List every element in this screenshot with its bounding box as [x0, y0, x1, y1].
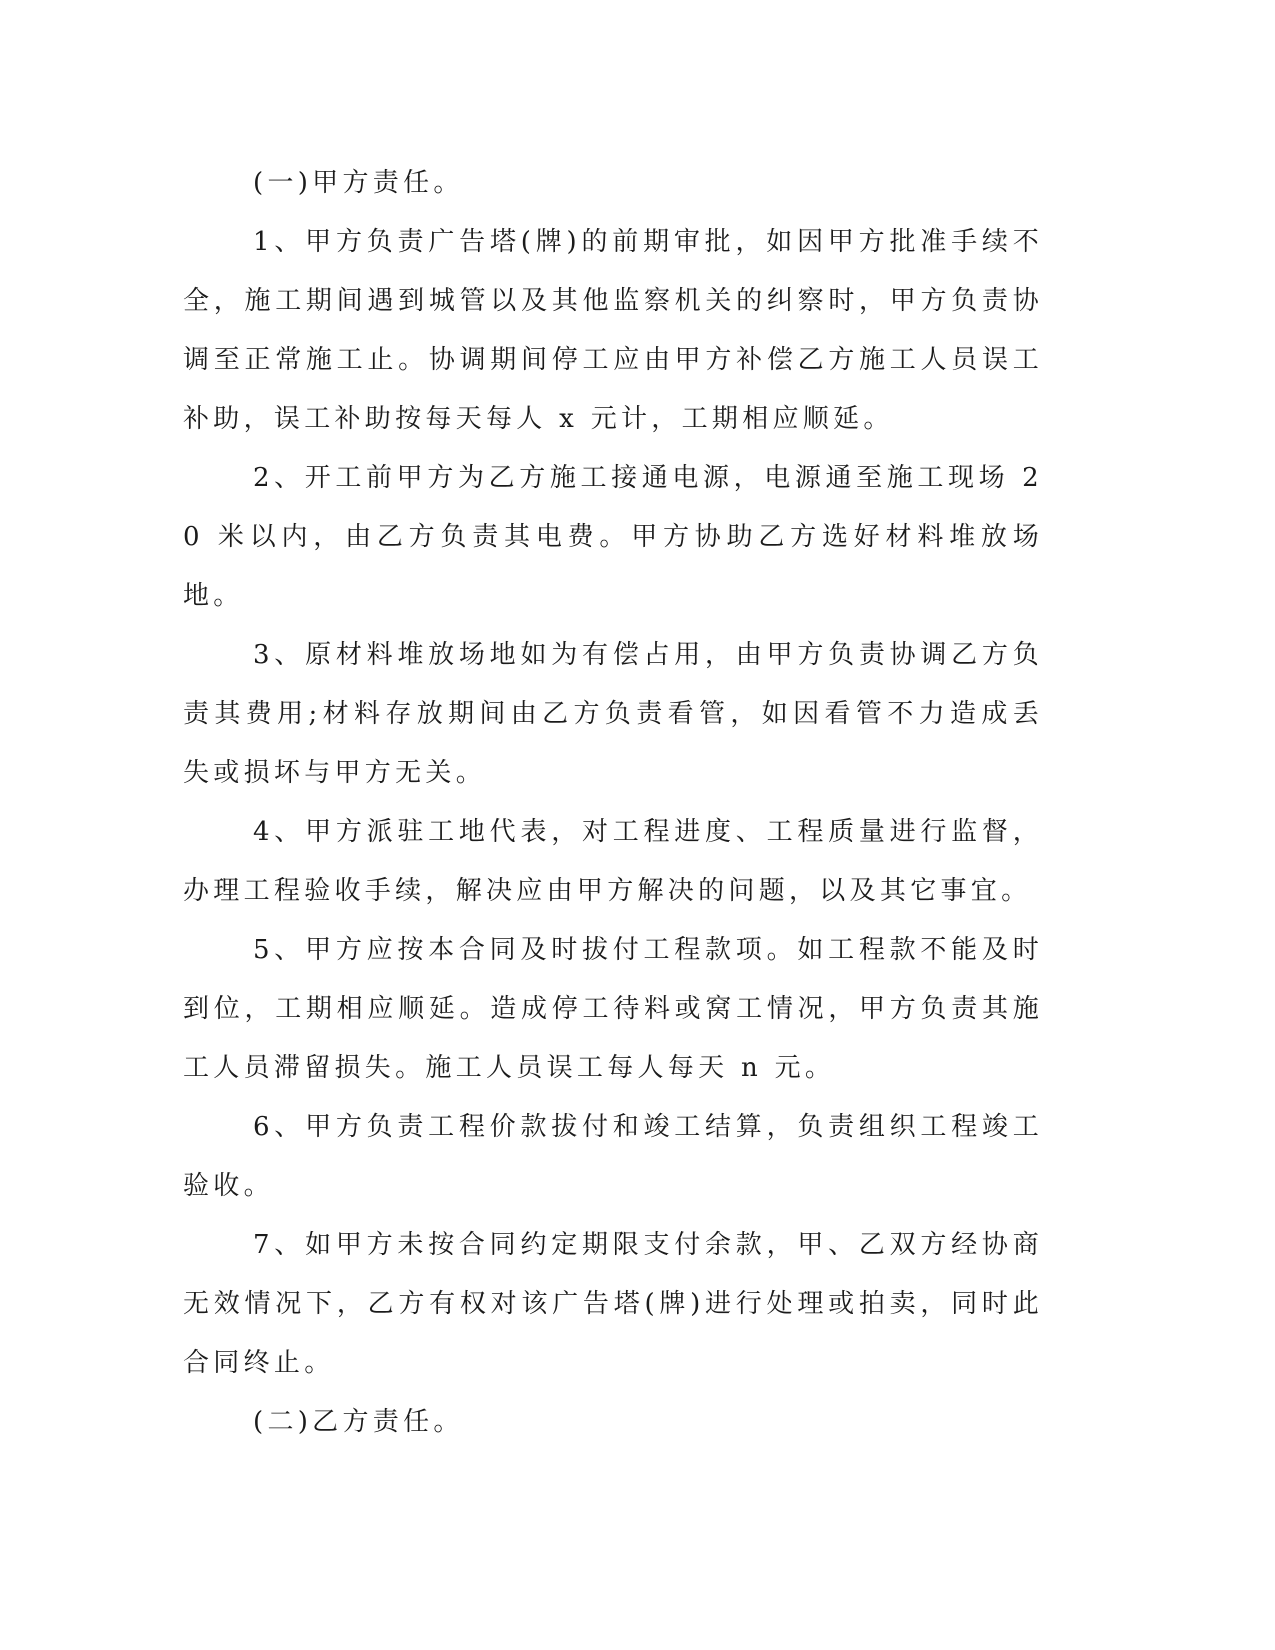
clause-1-paragraph: 1、甲方负责广告塔(牌)的前期审批，如因甲方批准手续不全，施工期间遇到城管以及其他监察机关的纠察时，甲方负责协调至正常施工止。协调期间停工应由甲方补偿乙方施工人员误工补助，误工补助按每天每人 x 元计，工期相应顺延。: [183, 227, 1043, 434]
clause-7-paragraph: 7、如甲方未按合同约定期限支付余款，甲、乙双方经协商无效情况下，乙方有权对该广告塔(牌)进行处理或拍卖，同时此合同终止。: [183, 1230, 1043, 1378]
clause-2-paragraph: 2、开工前甲方为乙方施工接通电源，电源通至施工现场 20 米以内，由乙方负责其电费。甲方协助乙方选好材料堆放场地。: [183, 463, 1043, 611]
clause-3-paragraph: 3、原材料堆放场地如为有偿占用，由甲方负责协调乙方负责其费用;材料存放期间由乙方负责看管，如因看管不力造成丢失或损坏与甲方无关。: [183, 640, 1043, 788]
clause-5-paragraph: 5、甲方应按本合同及时拔付工程款项。如工程款不能及时到位，工期相应顺延。造成停工待料或窝工情况，甲方负责其施工人员滞留损失。施工人员误工每人每天 n 元。: [183, 935, 1043, 1083]
document-body: [183, 154, 1043, 1452]
clause-4-paragraph: 4、甲方派驻工地代表，对工程进度、工程质量进行监督，办理工程验收手续，解决应由甲方解决的问题，以及其它事宜。: [183, 817, 1043, 906]
clause-6-paragraph: 6、甲方负责工程价款拔付和竣工结算，负责组织工程竣工验收。: [183, 1112, 1043, 1201]
section-heading-party-a: (一)甲方责任。: [253, 168, 464, 198]
section-heading-party-b: (二)乙方责任。: [253, 1407, 464, 1437]
